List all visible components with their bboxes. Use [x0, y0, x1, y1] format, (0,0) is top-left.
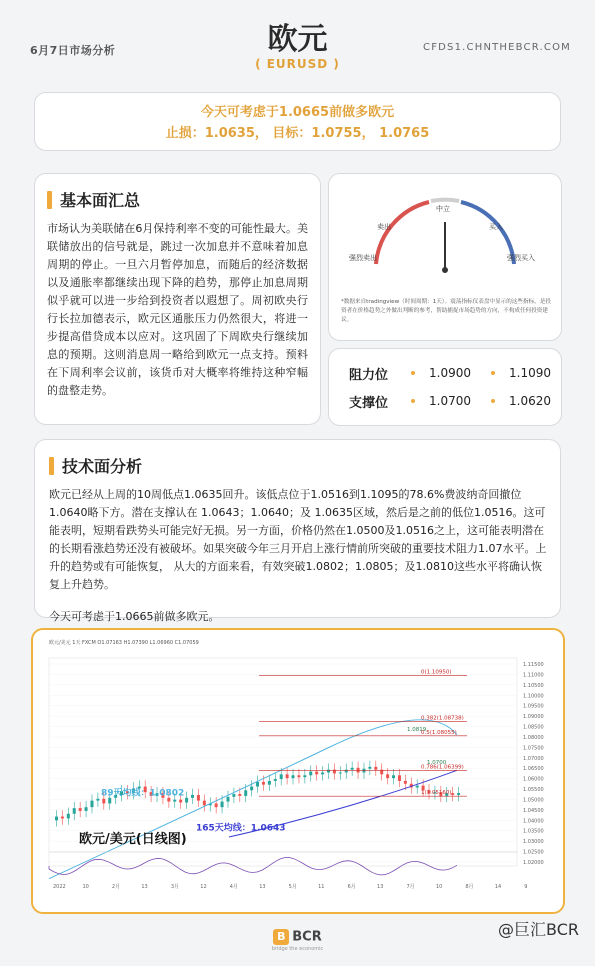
x-tick-label: 2022 [53, 884, 66, 890]
candle-body [108, 798, 111, 804]
x-tick-label: 5月 [288, 884, 297, 890]
page-title: 欧元 [267, 22, 328, 57]
x-tick-label: 6月 [347, 884, 356, 890]
candle-body [303, 775, 306, 777]
candle-body [404, 781, 407, 784]
technical-title: 技术面分析 [62, 457, 143, 476]
candle-body [250, 787, 253, 791]
gauge-sell-arc [376, 202, 429, 264]
gauge-label-strong-buy: 强烈买入 [507, 254, 535, 262]
candle-body [102, 799, 105, 804]
y-tick-label: 1.11000 [523, 672, 544, 679]
fundamentals-text: 市场认为美联储在6月保持利率不变的可能性最大。美联储放出的信号就是，跳过一次加息并不意味着加息周期的停止。一旦六月暂停加息，而随后的经济数据以及通胀率都继续出现下降的趋势，那停止加息周期似乎就可以进一步给到投资者以遐想了。周初欧央行行长拉加德表示，欧元区通胀压力仍然很大，将进一步提高借贷成本以应对。这巩固了下周欧央行继续加息的预期。这则消息周一略给到欧元一点支持。预料在下周利率会议前，该货币对大概率将维持这种窄幅的盘整走势。 [47, 222, 308, 397]
recommendation-line2: 止损：1.0635， 目标：1.0755， 1.0765 [165, 126, 430, 141]
y-tick-label: 1.02000 [523, 860, 544, 866]
gauge-label-neutral: 中立 [436, 205, 450, 213]
x-tick-label: 14 [494, 884, 502, 890]
support-value-2: 1.0620 [509, 394, 551, 408]
candle-body [321, 772, 324, 774]
technical-heading [49, 454, 548, 477]
candle-body [215, 803, 218, 807]
x-tick-label: 4月 [229, 884, 238, 890]
logo-subtext: bridge the economic [271, 946, 324, 952]
candle-body [374, 767, 377, 770]
y-tick-label: 1.04500 [523, 807, 544, 814]
candle-body [386, 774, 389, 778]
chart-header-line: 欧元/美元 1天 FXCM O1.07163 H1.07390 L1.06960 C1.07059 [49, 640, 199, 646]
recommendation-card [34, 92, 561, 151]
candle-body [238, 794, 241, 796]
candle-body [55, 817, 58, 821]
candle-body [292, 775, 295, 778]
y-tick-label: 1.07000 [523, 755, 544, 762]
candle-body [351, 768, 354, 770]
y-tick-label: 1.09500 [523, 703, 544, 710]
candle-body [179, 800, 182, 803]
gauge-neutral-arc [431, 200, 459, 201]
x-tick-label: 10 [435, 884, 443, 890]
candle-body [368, 767, 371, 769]
support-label: 支撑位 [349, 395, 389, 411]
y-tick-label: 1.03000 [523, 839, 544, 846]
y-tick-label: 1.04000 [523, 818, 544, 825]
candle-body [274, 779, 277, 781]
y-tick-label: 1.06500 [523, 766, 544, 773]
resistance-value-2: 1.1090 [509, 366, 551, 380]
price-chart [33, 630, 563, 912]
candle-body [90, 801, 93, 808]
y-tick-label: 1.05500 [523, 787, 544, 794]
gauge-dial [329, 174, 563, 298]
sentiment-gauge-card [328, 173, 562, 341]
gauge-label-strong-sell: 强烈卖出 [349, 254, 377, 262]
logo-text: BCR [292, 929, 322, 945]
candle-body [268, 781, 271, 785]
y-tick-label: 1.05000 [523, 797, 544, 804]
watermark: @巨汇BCR [498, 920, 579, 939]
gauge-note: *数据来自tradingview（时间周期：1天）。震荡指标仪表盘中显示的这些指标，是投资者在价格趋势之外做出判断的参考，帮助捕捉市场趋势的方向，不构成任何投资建议。 [341, 299, 551, 323]
x-tick-label: 8月 [465, 884, 474, 890]
candle-body [244, 790, 247, 796]
resistance-value-1: 1.0900 [429, 366, 471, 380]
price-label: 1.0819 [407, 726, 427, 733]
x-tick-label: 3月 [170, 884, 180, 890]
heading-bar-icon [49, 457, 54, 475]
heading-bar-icon [47, 191, 52, 209]
candle-body [297, 775, 300, 777]
x-tick-label: 13 [141, 884, 148, 890]
y-tick-label: 1.11500 [523, 662, 544, 668]
y-tick-label: 1.02500 [523, 849, 544, 856]
support-row [329, 387, 561, 415]
x-tick-label: 10 [82, 884, 89, 890]
candle-body [79, 808, 82, 811]
fib-label: 1(1.05160) [421, 790, 452, 797]
candle-body [221, 802, 224, 808]
fundamentals-title: 基本面汇总 [60, 191, 141, 210]
x-tick-label: 12 [200, 884, 207, 890]
x-tick-label: 9 [524, 884, 528, 890]
x-tick-label: 13 [259, 884, 266, 890]
candle-body [315, 772, 318, 775]
fib-label: 0.786(1.06399) [421, 764, 464, 771]
candle-body [232, 794, 235, 797]
y-tick-label: 1.06000 [523, 776, 544, 783]
candle-body [280, 774, 283, 779]
y-tick-label: 1.08500 [523, 724, 544, 731]
page-subtitle: ( EURUSD ) [255, 57, 340, 71]
bullet-icon [491, 371, 495, 375]
candle-body [286, 774, 289, 778]
levels-card [328, 348, 562, 426]
candle-body [256, 782, 259, 787]
candle-body [457, 793, 460, 795]
header-date: 6月7日市场分析 [30, 44, 116, 57]
technical-paragraph-2: 今天可考虑于1.0665前做多欧元。 [49, 610, 220, 623]
candle-body [85, 807, 88, 811]
x-tick-label: 2月 [111, 884, 121, 890]
fundamentals-card [34, 173, 321, 425]
candle-body [73, 808, 76, 814]
x-tick-label: 13 [377, 884, 384, 890]
y-tick-label: 1.03500 [523, 828, 544, 835]
gauge-pivot [442, 267, 448, 273]
bullet-icon [411, 399, 415, 403]
candle-body [96, 799, 99, 801]
y-tick-label: 1.09000 [523, 714, 544, 721]
technical-paragraph-1: 欧元已经从上周的10周低点1.0635回升。该低点位于1.0516到1.1095的78.6%费波纳奇回撤位1.0640略下方。潜在支撑认在 1.0643；1.0640；及 1.0635区域，然后是之前的低位1.0516。这可能表明，短期看跌势头可能完好无损。另一方面，价格仍然在1.0500及1.0516之上，这可能表明潜在的长期看涨趋势还没有被破坏。如果突破今年三月开启上涨行情前所突破的重要技术阻力1.07水平。上升的趋势或有可能恢复， 从大的方面来看，有效突破1.0802；1.0805；及1.0810这些水平将确认恢复上升趋势。 [49, 488, 547, 591]
gauge-label-buy: 买入 [489, 223, 503, 231]
resistance-row [329, 359, 561, 387]
y-tick-label: 1.10000 [523, 693, 544, 700]
price-label: 1.0700 [427, 759, 447, 766]
fib-label: 0.5(1.08055) [421, 729, 457, 736]
candle-body [416, 786, 419, 788]
fundamentals-heading [47, 188, 308, 211]
candle-body [226, 797, 229, 802]
site-url[interactable]: CFDS1.CHNTHEBCR.COM [423, 42, 571, 53]
candle-body [67, 814, 70, 819]
price-chart-card [31, 628, 565, 914]
bullet-icon [491, 399, 495, 403]
x-tick-label: 11 [318, 884, 325, 890]
fib-label: 0.382(1.08738) [421, 715, 464, 722]
candle-body [167, 798, 170, 802]
candle-body [203, 801, 206, 806]
ma165-label: 165天均线：1.0643 [196, 823, 286, 834]
y-tick-label: 1.08000 [523, 734, 544, 741]
support-value-1: 1.0700 [429, 394, 471, 408]
candle-body [197, 795, 200, 801]
candle-body [392, 775, 395, 778]
candle-body [398, 775, 401, 781]
technical-text [49, 486, 548, 626]
candle-body [451, 793, 454, 795]
gauge-label-sell: 卖出 [377, 223, 391, 231]
y-tick-label: 1.10500 [523, 682, 544, 689]
candle-body [262, 782, 265, 785]
y-tick-label: 1.07500 [523, 745, 544, 752]
resistance-label: 阻力位 [349, 367, 389, 383]
recommendation-line1: 今天可考虑于1.0665前做多欧元 [200, 105, 395, 120]
candle-body [185, 798, 188, 803]
candle-body [309, 772, 312, 776]
candle-body [61, 817, 64, 819]
x-tick-label: 7月 [406, 884, 415, 890]
bullet-icon [411, 371, 415, 375]
candle-body [339, 772, 342, 773]
chart-title: 欧元/美元(日线图) [79, 832, 187, 847]
technical-card [34, 439, 561, 623]
ma89-label: 89天均线：1.0802 [101, 788, 185, 799]
logo-mark-icon: B [273, 929, 289, 945]
candle-body [191, 795, 194, 798]
fib-label: 0(1.10950) [421, 669, 452, 676]
candle-body [173, 800, 176, 802]
